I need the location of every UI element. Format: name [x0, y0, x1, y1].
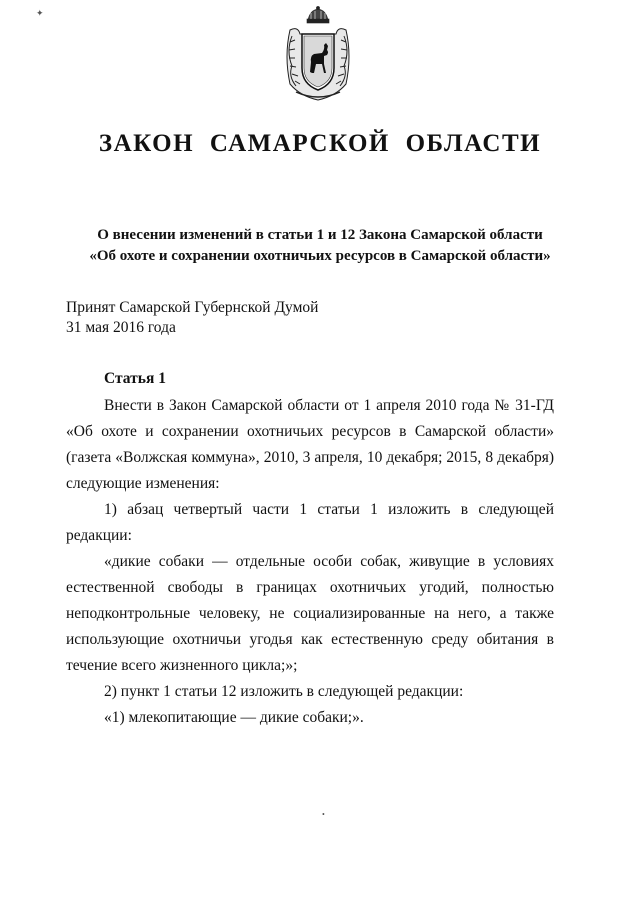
scan-mark: ✦ — [36, 8, 44, 18]
coat-of-arms-emblem — [280, 6, 356, 102]
article-paragraph: 2) пункт 1 статьи 12 изложить в следующей редакции: — [104, 683, 464, 700]
law-subtitle — [0, 225, 640, 267]
article-paragraph: «дикие собаки — отдельные особи собак, живущие в условиях естественной свободы в границах охотничьих угодий, полностью неподконтрольные человеку, не социализированные на него, а также использующие охотничьи угодья как естественную среду обитания в течение всего жизненного цикла;»; — [66, 553, 554, 674]
article-paragraph: 1) абзац четвертый части 1 статьи 1 изложить в следующей редакции: — [66, 501, 554, 544]
article-paragraph: «1) млекопитающие — дикие собаки;». — [104, 709, 364, 726]
adopted-by: Принят Самарской Губернской Думой — [66, 299, 319, 316]
scan-mark: • — [322, 810, 325, 819]
subtitle-line-1: О внесении изменений в статьи 1 и 12 Закона Самарской области — [97, 227, 543, 243]
article-heading: Статья 1 — [104, 370, 166, 387]
article-body — [66, 393, 554, 731]
law-title: ЗАКОН САМАРСКОЙ ОБЛАСТИ — [98, 130, 542, 157]
adoption-info — [66, 298, 318, 338]
article-paragraph: Внести в Закон Самарской области от 1 апреля 2010 года № 31-ГД «Об охоте и сохранении охотничьих ресурсов в Самарской области» (газета «Волжская коммуна», 2010, 3 апреля, 10 декабря; 2015, 8 декабря) следующие изменения: — [66, 397, 554, 492]
adoption-date: 31 мая 2016 года — [66, 319, 176, 336]
subtitle-line-2: «Об охоте и сохранении охотничьих ресурсов в Самарской области» — [89, 248, 551, 264]
